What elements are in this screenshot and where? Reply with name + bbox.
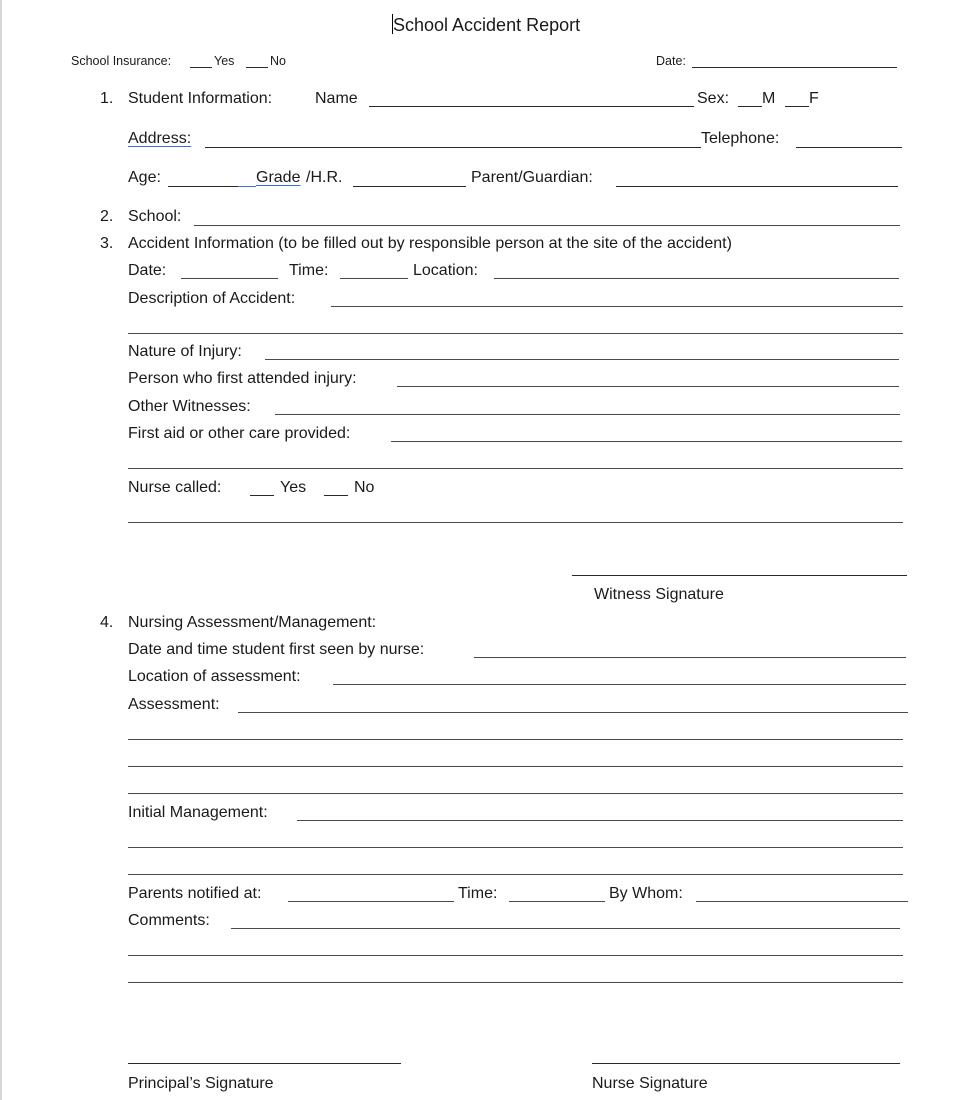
principal-signature-line[interactable] xyxy=(128,1063,401,1064)
initial-management-field-line3[interactable] xyxy=(128,874,903,875)
witness-signature-label: Witness Signature xyxy=(594,586,724,603)
principal-signature-label: Principal’s Signature xyxy=(128,1075,274,1092)
parent-guardian-field[interactable] xyxy=(616,186,898,187)
accident-time-label: Time: xyxy=(289,262,329,279)
first-attended-field[interactable] xyxy=(397,386,899,387)
header-date-label: Date: xyxy=(656,54,686,68)
hr-label: /H.R. xyxy=(306,169,343,186)
section2-number: 2. xyxy=(100,208,114,225)
comments-label: Comments: xyxy=(128,912,210,929)
comments-field[interactable] xyxy=(231,928,900,929)
parents-notified-field[interactable] xyxy=(288,901,454,902)
other-witnesses-label: Other Witnesses: xyxy=(128,398,251,415)
section1-heading: Student Information: xyxy=(128,90,273,107)
insurance-label: School Insurance: xyxy=(71,54,172,68)
section3-number: 3. xyxy=(100,235,114,252)
nurse-signature-line[interactable] xyxy=(592,1063,900,1064)
first-seen-field[interactable] xyxy=(474,657,906,658)
school-field[interactable] xyxy=(194,225,900,226)
accident-date-field[interactable] xyxy=(181,278,278,279)
grade-label: Grade xyxy=(256,169,301,186)
first-aid-field[interactable] xyxy=(391,441,902,442)
description-field-line2[interactable] xyxy=(128,333,903,334)
by-whom-label: By Whom: xyxy=(609,885,683,902)
page-left-edge xyxy=(0,0,2,1100)
sex-m-label: M xyxy=(762,90,776,107)
address-field[interactable] xyxy=(205,147,701,148)
assessment-field-line3[interactable] xyxy=(128,766,903,767)
nurse-called-label: Nurse called: xyxy=(128,479,222,496)
insurance-yes-label: Yes xyxy=(214,54,235,68)
notified-time-field[interactable] xyxy=(509,901,605,902)
assessment-field[interactable] xyxy=(238,712,908,713)
assessment-field-line2[interactable] xyxy=(128,739,903,740)
insurance-no-label: No xyxy=(270,54,286,68)
parents-notified-label: Parents notified at: xyxy=(128,885,262,902)
assessment-location-field[interactable] xyxy=(333,684,906,685)
name-field[interactable] xyxy=(369,106,694,107)
telephone-label: Telephone: xyxy=(701,130,780,147)
school-label: School: xyxy=(128,208,182,225)
grade-hr-field[interactable] xyxy=(353,186,466,187)
sex-label: Sex: xyxy=(697,90,730,107)
parent-guardian-label: Parent/Guardian: xyxy=(471,169,593,186)
nature-of-injury-label: Nature of Injury: xyxy=(128,343,242,360)
header-date-field[interactable] xyxy=(692,67,897,68)
assessment-label: Assessment: xyxy=(128,696,220,713)
accident-time-field[interactable] xyxy=(340,278,408,279)
description-label: Description of Accident: xyxy=(128,290,296,307)
nature-of-injury-field[interactable] xyxy=(265,359,899,360)
initial-management-label: Initial Management: xyxy=(128,804,268,821)
other-witnesses-field[interactable] xyxy=(275,414,900,415)
first-aid-field-line2[interactable] xyxy=(128,468,903,469)
nurse-called-notes-line[interactable] xyxy=(128,522,903,523)
insurance-no-blank[interactable] xyxy=(246,67,268,68)
age-field[interactable] xyxy=(168,186,238,187)
accident-location-field[interactable] xyxy=(494,278,899,279)
by-whom-field[interactable] xyxy=(696,901,908,902)
nurse-called-yes-blank[interactable] xyxy=(250,495,274,496)
sex-m-blank[interactable] xyxy=(738,106,762,107)
section4-heading: Nursing Assessment/Management: xyxy=(128,614,377,631)
notified-time-label: Time: xyxy=(458,885,498,902)
witness-signature-line[interactable] xyxy=(572,575,907,576)
address-label: Address: xyxy=(128,130,192,147)
accident-date-label: Date: xyxy=(128,262,167,279)
sex-f-label: F xyxy=(809,90,819,107)
initial-management-field[interactable] xyxy=(297,820,903,821)
assessment-field-line4[interactable] xyxy=(128,793,903,794)
nurse-signature-label: Nurse Signature xyxy=(592,1075,708,1092)
initial-management-field-line2[interactable] xyxy=(128,847,903,848)
assessment-location-label: Location of assessment: xyxy=(128,668,301,685)
accident-location-label: Location: xyxy=(413,262,478,279)
nurse-called-no-blank[interactable] xyxy=(324,495,348,496)
age-label: Age: xyxy=(128,169,161,186)
grade-underline-accent xyxy=(238,186,256,187)
telephone-field[interactable] xyxy=(796,147,902,148)
section1-number: 1. xyxy=(100,90,114,107)
description-field[interactable] xyxy=(331,306,903,307)
first-attended-label: Person who first attended injury: xyxy=(128,370,357,387)
page-title: School Accident Report xyxy=(393,15,581,35)
section3-heading: Accident Information (to be filled out by responsible person at the site of the accident) xyxy=(128,235,732,252)
section4-number: 4. xyxy=(100,614,114,631)
sex-f-blank[interactable] xyxy=(785,106,809,107)
nurse-called-yes-label: Yes xyxy=(280,479,307,496)
comments-field-line2[interactable] xyxy=(128,955,903,956)
first-seen-label: Date and time student first seen by nurse: xyxy=(128,641,425,658)
name-label: Name xyxy=(315,90,358,107)
nurse-called-no-label: No xyxy=(354,479,375,496)
first-aid-label: First aid or other care provided: xyxy=(128,425,351,442)
insurance-yes-blank[interactable] xyxy=(190,67,212,68)
comments-field-line3[interactable] xyxy=(128,982,903,983)
